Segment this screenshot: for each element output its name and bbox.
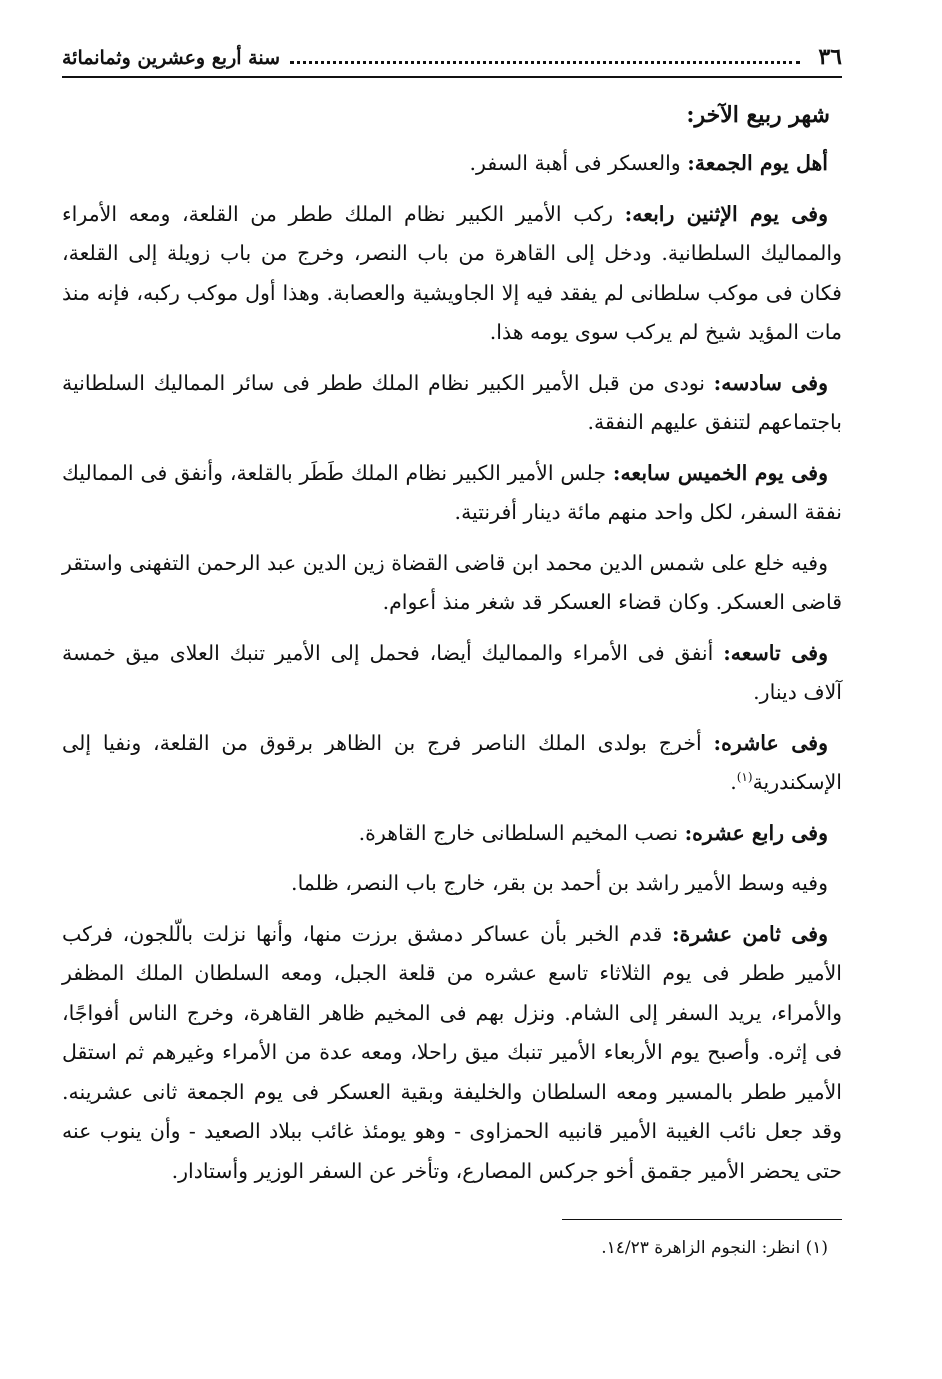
entry-text: وفيه خلع على شمس الدين محمد ابن قاضى القضاة زين الدين عبد الرحمن التفهنى واستقر قاضى العسكر. وكان قضاء العسكر قد شغر منذ أعوام. [62, 550, 842, 614]
entry-text: أخرج بولدى الملك الناصر فرج بن الظاهر برقوق من القلعة، ونفيا إلى الإسكندرية [62, 730, 842, 794]
entry-paragraph [62, 195, 842, 353]
entry-text: قدم الخبر بأن عساكر دمشق برزت منها، وأنها نزلت بالّلجون، فركب الأمير ططر فى يوم الثلاثاء تاسع عشره من قلعة الجبل، ومعه السلطان الملك المظفر والأمراء، يريد السفر إلى الشام. ونزل بهم فى المخيم ظاهر القاهرة، وخرج الناس أفواجًا، فى إثره. وأصبح يوم الأربعاء الأمير تنبك ميق راحلا، ومعه عدة من الأمراء وغيرهم ثم استقل الأمير ططر بالمسير ومعه السلطان والخليفة وبقية العسكر فى يوم الجمعة ثانى عشرينه. وقد جعل نائب الغيبة الأمير قانبيه الحمزاوى - وهو يومئذ غائب ببلاد الصعيد - وأن ينوب عنه حتى يحضر الأمير جقمق أخو جركس المصارع، وتأخر عن السفر الوزير وأستادار. [62, 921, 842, 1183]
leader-dots [290, 60, 800, 64]
entry-text: جلس الأمير الكبير نظام الملك طَطَر بالقلعة، وأنفق فى المماليك نفقة السفر، لكل واحد منهم مائة دينار أفرنتية. [62, 460, 842, 524]
entry-paragraph [62, 364, 842, 443]
book-page [62, 40, 842, 1262]
entry-paragraph [62, 814, 842, 854]
entry-lead: وفى يوم الإثنين رابعه: [624, 201, 828, 226]
footnote-divider [562, 1219, 842, 1220]
entry-paragraph [62, 454, 842, 533]
entry-paragraph [62, 864, 842, 904]
running-title: سنة أربع وعشرين وثمانمائة [62, 47, 281, 69]
entry-lead: وفى تاسعه: [723, 640, 829, 665]
entry-lead: وفى عاشره: [713, 730, 828, 755]
running-header [62, 40, 842, 78]
entry-text: وفيه وسط الأمير راشد بن أحمد بن بقر، خارج باب النصر، ظلما. [291, 871, 828, 895]
entry-paragraph [62, 724, 842, 803]
entry-paragraph [62, 634, 842, 713]
entry-lead: أهل يوم الجمعة: [687, 151, 828, 175]
entry-paragraph [62, 544, 842, 623]
entry-text: نودى من قبل الأمير الكبير نظام الملك ططر فى سائر المماليك السلطانية باجتماعهم لتنفق عليهم النفقة. [62, 370, 842, 434]
entry-tail: . [730, 770, 737, 794]
page-number: ٣٦ [818, 44, 842, 70]
entry-text: ركب الأمير الكبير نظام الملك ططر من القلعة، ومعه الأمراء والمماليك السلطانية. ودخل إلى القاهرة من باب النصر، وخرج من باب زويلة إلى القلعة، فكان فى موكب سلطانى لم يفقد فيه إلا الجاويشية والعصابة. وهذا أول موكب ركبه، فإنه منذ مات المؤيد شيخ لم يركب سوى يومه هذا. [62, 201, 842, 344]
entry-lead: وفى ثامن عشرة: [671, 921, 828, 946]
month-heading: شهر ربيع الآخر: [686, 102, 830, 128]
entry-lead: وفى يوم الخميس سابعه: [612, 460, 829, 485]
entry-text: أنفق فى الأمراء والمماليك أيضا، فحمل إلى الأمير تنبك العلاى ميق خمسة آلاف دينار. [62, 640, 842, 704]
entry-text: نصب المخيم السلطانى خارج القاهرة. [358, 820, 685, 845]
entry-lead: وفى سادسه: [713, 370, 828, 395]
footnote: (١) انظر: النجوم الزاهرة ١٤/٢٣. [601, 1238, 828, 1258]
footnote-marker: (١) [736, 770, 753, 785]
entry-paragraph [62, 915, 842, 1192]
entry-lead: وفى رابع عشره: [684, 820, 828, 845]
entry-paragraph [62, 144, 842, 184]
entry-text: والعسكر فى أهبة السفر. [469, 151, 688, 175]
